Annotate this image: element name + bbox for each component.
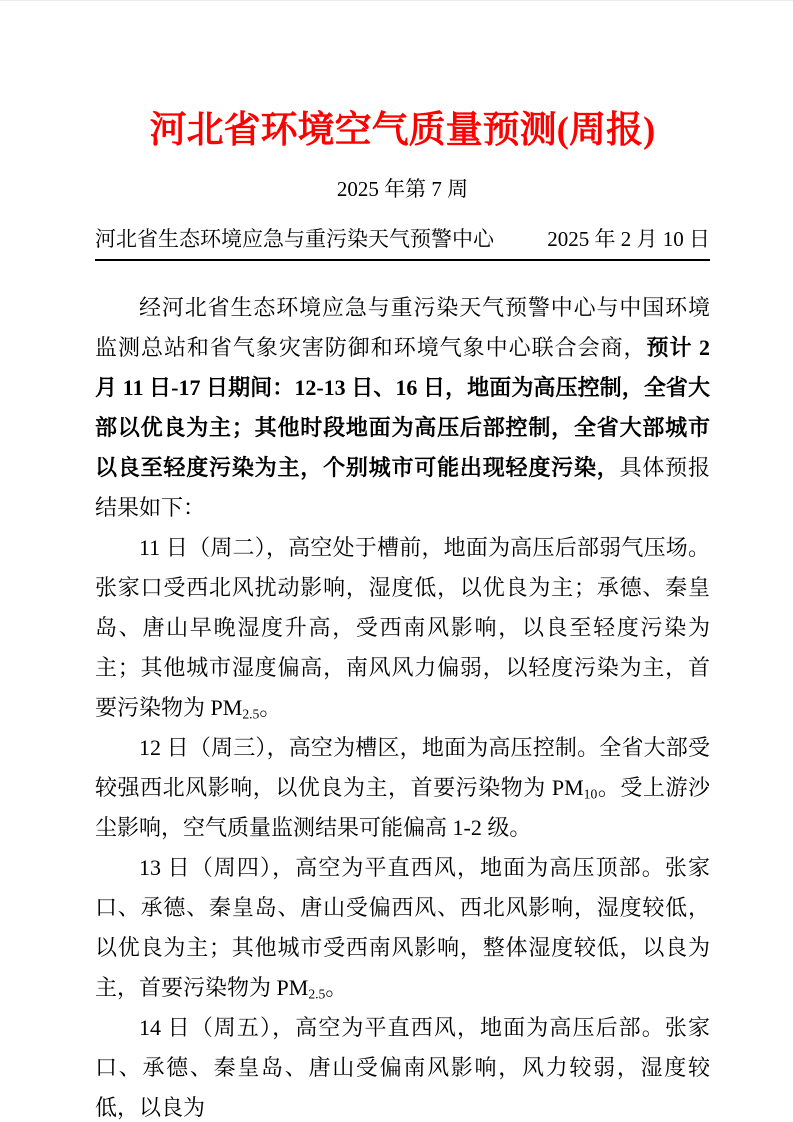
document-meta-line [95, 226, 710, 261]
text-segment: 。 [325, 975, 348, 1000]
text-segment: 。 [259, 695, 282, 720]
text-segment: 14 日（周五），高空为平直西风，地面为高压后部。张家口、承德、秦皇岛、唐山受偏南风影响，风力较弱，湿度较低，以良为 [95, 1015, 710, 1120]
issuing-organization: 河北省生态环境应急与重污染天气预警中心 [95, 227, 494, 251]
document-title: 河北省环境空气质量预测(周报) [149, 110, 656, 151]
text-segment: 具体预报结果如下： [95, 455, 710, 520]
text-segment: 11 日（周二），高空处于槽前，地面为高压后部弱气压场。张家口受西北风扰动影响，湿度低，以优良为主；承德、秦皇岛、唐山早晚湿度升高，受西南风影响，以良至轻度污染为主；其他城市湿度偏高，南风风力偏弱，以轻度污染为主，首要污染物为 PM [95, 535, 710, 720]
document-subtitle: 2025 年第 7 周 [336, 177, 469, 201]
body-paragraph [95, 848, 710, 1008]
text-segment: 。受上游沙尘影响，空气质量监测结果可能偏高 1-2 级。 [95, 775, 710, 840]
pollutant-subscript: 2.5 [242, 706, 260, 722]
pollutant-subscript: 2.5 [308, 986, 326, 1002]
text-segment: 经河北省生态环境应急与重污染天气预警中心与中国环境监测总站和省气象灾害防御和环境气象中心联合会商， [95, 295, 710, 360]
body-paragraph [95, 288, 710, 528]
text-segment: 12 日（周三），高空为槽区，地面为高压控制。全省大部受较强西北风影响，以优良为主，首要污染物为 PM [95, 735, 710, 800]
text-segment: 预计 2 月 11 日-17 日期间：12-13 日、16 日，地面为高压控制，全省大部以优良为主；其他时段地面为高压后部控制，全省大部城市以良至轻度污染为主，个别城市可能出现轻度污染， [95, 335, 710, 480]
body-paragraph [95, 728, 710, 848]
issue-date: 2025 年 2 月 10 日 [547, 227, 710, 251]
document-body [95, 288, 710, 1122]
pollutant-subscript: 10 [583, 786, 598, 802]
text-segment: 13 日（周四），高空为平直西风，地面为高压顶部。张家口、承德、秦皇岛、唐山受偏西风、西北风影响，湿度较低，以优良为主；其他城市受西南风影响，整体湿度较低，以良为主，首要污染物为 PM [95, 855, 710, 1000]
body-paragraph [95, 1008, 710, 1122]
body-paragraph [95, 528, 710, 728]
